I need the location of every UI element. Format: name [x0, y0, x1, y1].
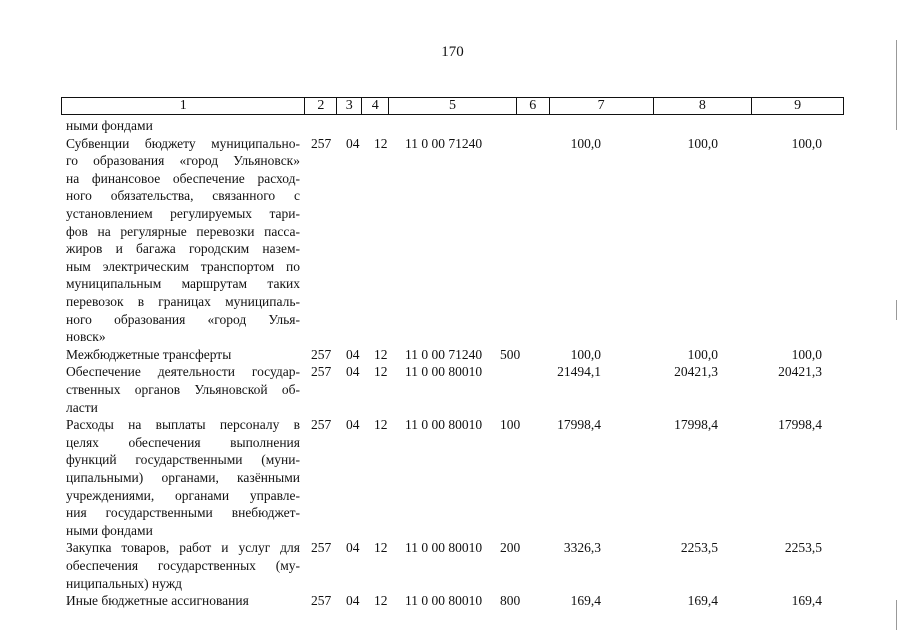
- row-c7: 21494,1: [557, 364, 601, 380]
- header-col-2: 2: [305, 98, 337, 114]
- row-c4: 12: [374, 417, 388, 433]
- header-col-5: 5: [389, 98, 517, 114]
- row-c4: 12: [374, 135, 388, 151]
- row-c6: 200: [500, 540, 521, 556]
- header-col-6: 6: [517, 98, 550, 114]
- row-c9: 2253,5: [784, 540, 822, 556]
- row-name-line: целях обеспечения выполнения: [66, 434, 300, 450]
- row-c4: 12: [374, 346, 388, 362]
- scan-edge-mark: [896, 600, 897, 630]
- row-c8: 17998,4: [674, 417, 718, 433]
- row-name-line: ниципальных) нужд: [66, 575, 183, 591]
- row-c9: 169,4: [791, 593, 822, 609]
- row-name-line: го образования «город Ульяновск»: [66, 153, 300, 169]
- row-c3: 04: [346, 364, 360, 380]
- row-c4: 12: [374, 540, 388, 556]
- row-c3: 04: [346, 346, 360, 362]
- row-c5: 11 0 00 80010: [405, 540, 483, 556]
- row-name-line: Межбюджетные трансферты: [66, 346, 232, 362]
- row-c7: 3326,3: [563, 540, 601, 556]
- row-name-line: ласти: [66, 399, 98, 415]
- row-c2: 257: [311, 135, 332, 151]
- row-name-line: Закупка товаров, работ и услуг для: [66, 540, 300, 556]
- row-name-line: Расходы на выплаты персоналу в: [66, 417, 300, 433]
- row-name-line: Субвенции бюджету муниципально-: [66, 135, 300, 151]
- row-c2: 257: [311, 593, 332, 609]
- row-name-line: ными фондами: [66, 118, 153, 133]
- row-c5: 11 0 00 71240: [405, 346, 483, 362]
- row-c6: 800: [500, 593, 521, 609]
- row-c7: 100,0: [570, 135, 601, 151]
- row-c4: 12: [374, 593, 388, 609]
- row-c8: 2253,5: [680, 540, 718, 556]
- row-name: [66, 346, 300, 364]
- table-header: [61, 97, 844, 115]
- row-c5: 11 0 00 80010: [405, 364, 483, 380]
- header-col-3: 3: [337, 98, 362, 114]
- row-name-line: жиров и багажа городским назем-: [66, 241, 300, 257]
- row-c3: 04: [346, 540, 360, 556]
- row-name: [66, 592, 300, 610]
- row-name: [66, 117, 300, 135]
- row-c2: 257: [311, 346, 332, 362]
- row-c6: 100: [500, 417, 521, 433]
- scan-edge-mark: [896, 300, 897, 320]
- header-col-7: 7: [550, 98, 654, 114]
- header-col-8: 8: [654, 98, 753, 114]
- row-c5: 11 0 00 80010: [405, 593, 483, 609]
- row-name-line: Иные бюджетные ассигнования: [66, 593, 249, 609]
- header-col-1: 1: [62, 98, 305, 114]
- row-c8: 169,4: [687, 593, 718, 609]
- row-c4: 12: [374, 364, 388, 380]
- header-col-9: 9: [794, 98, 802, 113]
- row-c9: 17998,4: [778, 417, 822, 433]
- row-c5: 11 0 00 80010: [405, 417, 483, 433]
- row-name-line: функций государственными (муни-: [66, 452, 300, 468]
- row-name: [66, 135, 300, 346]
- row-name-line: обеспечения государственных (му-: [66, 557, 300, 573]
- row-name-line: Обеспечение деятельности государ-: [66, 364, 300, 380]
- row-c2: 257: [311, 364, 332, 380]
- row-name-line: ципальными) органами, казёнными: [66, 469, 300, 485]
- row-c3: 04: [346, 135, 360, 151]
- row-c8: 20421,3: [674, 364, 718, 380]
- row-name-line: муниципальным маршрутам таких: [66, 276, 300, 292]
- row-name-line: ным электрическим транспортом по: [66, 258, 300, 274]
- row-name-line: ного обязательства, связанного с: [66, 188, 300, 204]
- row-c8: 100,0: [687, 346, 718, 362]
- row-c7: 17998,4: [557, 417, 601, 433]
- row-c6: 500: [500, 346, 521, 362]
- row-name-line: установлением регулируемых тари-: [66, 205, 300, 221]
- row-c7: 169,4: [570, 593, 601, 609]
- row-name-line: перевозок в границах муниципаль-: [66, 293, 300, 309]
- scan-edge-mark: [896, 40, 897, 130]
- row-name: [66, 363, 300, 416]
- row-name-line: учреждениями, органами управле-: [66, 487, 300, 503]
- row-name: [66, 539, 300, 592]
- row-c9: 100,0: [791, 346, 822, 362]
- row-c2: 257: [311, 417, 332, 433]
- row-name-line: ния государственными внебюджет-: [66, 505, 300, 521]
- row-c7: 100,0: [570, 346, 601, 362]
- page-number: 170: [441, 44, 464, 60]
- row-name-line: новск»: [66, 329, 106, 345]
- row-c9: 100,0: [791, 135, 822, 151]
- row-c3: 04: [346, 593, 360, 609]
- row-c5: 11 0 00 71240: [405, 135, 483, 151]
- row-c2: 257: [311, 540, 332, 556]
- row-c3: 04: [346, 417, 360, 433]
- header-col-4: 4: [362, 98, 389, 114]
- row-name: [66, 416, 300, 539]
- row-name-line: ственных органов Ульяновской об-: [66, 381, 300, 397]
- row-name-line: ными фондами: [66, 522, 153, 538]
- row-c9: 20421,3: [778, 364, 822, 380]
- row-name-line: ного образования «город Улья-: [66, 311, 300, 327]
- row-c8: 100,0: [687, 135, 718, 151]
- row-name-line: на финансовое обеспечение расход-: [66, 170, 300, 186]
- row-name-line: фов на регулярные перевозки пасса-: [66, 223, 300, 239]
